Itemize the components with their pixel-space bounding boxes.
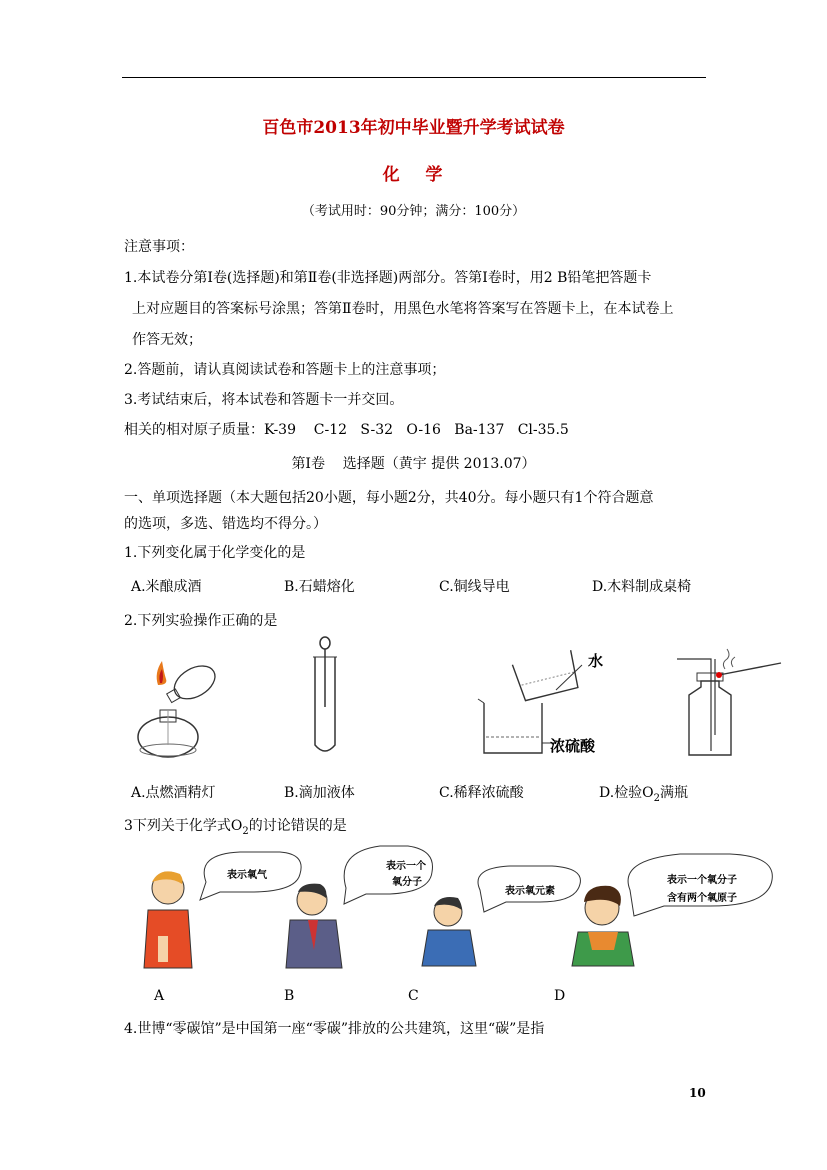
q3-option-b: B [284, 988, 295, 1004]
q2-option-c: C.稀释浓硫酸 [439, 785, 524, 801]
q4-stem: 4.世博“零碳馆”是中国第一座“零碳”排放的公共建筑，这里“碳”是指 [124, 1021, 545, 1037]
q2-option-b: B.滴加液体 [284, 785, 355, 801]
notice-item-1-cont: 上对应题目的答案标号涂黑；答第Ⅱ卷时，用黑色水笔将答案写在答题卡上，在本试卷上 [132, 301, 674, 317]
q3-option-c: C [408, 988, 419, 1004]
bubble-c-text: 表示氧元素 [505, 886, 555, 897]
q3-stem: 3下列关于化学式$O_2$的讨论错误的是 [124, 818, 347, 837]
bubble-a-text: 表示氧气 [227, 870, 267, 881]
q1-option-a: A.米酿成酒 [131, 579, 202, 595]
section-instructions: 一、单项选择题（本大题包括20小题，每小题2分，共40分。每小题只有1个符合题意 [124, 490, 654, 506]
notice-item-3: 3.考试结束后，将本试卷和答题卡一并交回。 [124, 392, 404, 408]
bubble-d-text-1: 表示一个氧分子 [667, 875, 737, 886]
alcohol-lamp-illustration [128, 655, 218, 770]
notice-item-1-end: 作答无效； [132, 332, 202, 348]
time-info: （考试用时：90分钟；满分：100分） [301, 204, 526, 219]
bubble-b-text-2: 氧分子 [392, 877, 422, 888]
q1-option-d: D.木料制成桌椅 [592, 579, 692, 595]
q3-option-d: D [554, 988, 566, 1004]
q3-option-a: A [154, 988, 165, 1004]
section-heading: 第Ⅰ卷 选择题（黄宇 提供 2013.07） [291, 456, 536, 472]
q2-option-a: A.点燃酒精灯 [131, 785, 216, 801]
exam-title: 百色市2013年初中毕业暨升学考试试卷 [262, 118, 565, 138]
section-instructions-cont: 的选项，多选、错选均不得分。） [124, 516, 327, 532]
student-b-figure [286, 884, 342, 968]
atomic-mass: 相关的相对原子质量：K-39 C-12 S-32 O-16 Ba-137 Cl-35.5 [124, 422, 569, 438]
bubble-d-text-2: 含有两个氧原子 [667, 893, 737, 904]
q1-stem: 1.下列变化属于化学变化的是 [124, 545, 306, 561]
student-c-figure [422, 897, 476, 966]
q2-stem: 2.下列实验操作正确的是 [124, 613, 278, 629]
notice-item-2: 2.答题前，请认真阅读试卷和答题卡上的注意事项； [124, 362, 446, 378]
discussion-illustration [140, 840, 780, 975]
subject-title: 化 学 [382, 165, 445, 185]
notice-heading: 注意事项： [124, 239, 194, 255]
bubble-b-text-1: 表示一个 [386, 861, 426, 872]
label-sulfuric-acid: 浓硫酸 [550, 737, 596, 755]
student-a-figure [144, 871, 192, 968]
q1-option-c: C.铜线导电 [439, 579, 510, 595]
header-rule [122, 77, 706, 78]
label-water: 水 [588, 652, 604, 670]
q2-option-d: D.检验$O_2$满瓶 [599, 785, 689, 804]
notice-item-1: 1.本试卷分第Ⅰ卷(选择题)和第Ⅱ卷(非选择题)两部分。答第Ⅰ卷时，用2 B铅笔把答题卡 [124, 270, 652, 286]
gas-bottle-illustration [675, 655, 785, 760]
student-d-figure [572, 886, 634, 966]
test-tube-dropper-illustration [305, 637, 345, 757]
page-number: 10 [689, 1086, 706, 1100]
q1-option-b: B.石蜡熔化 [284, 579, 355, 595]
